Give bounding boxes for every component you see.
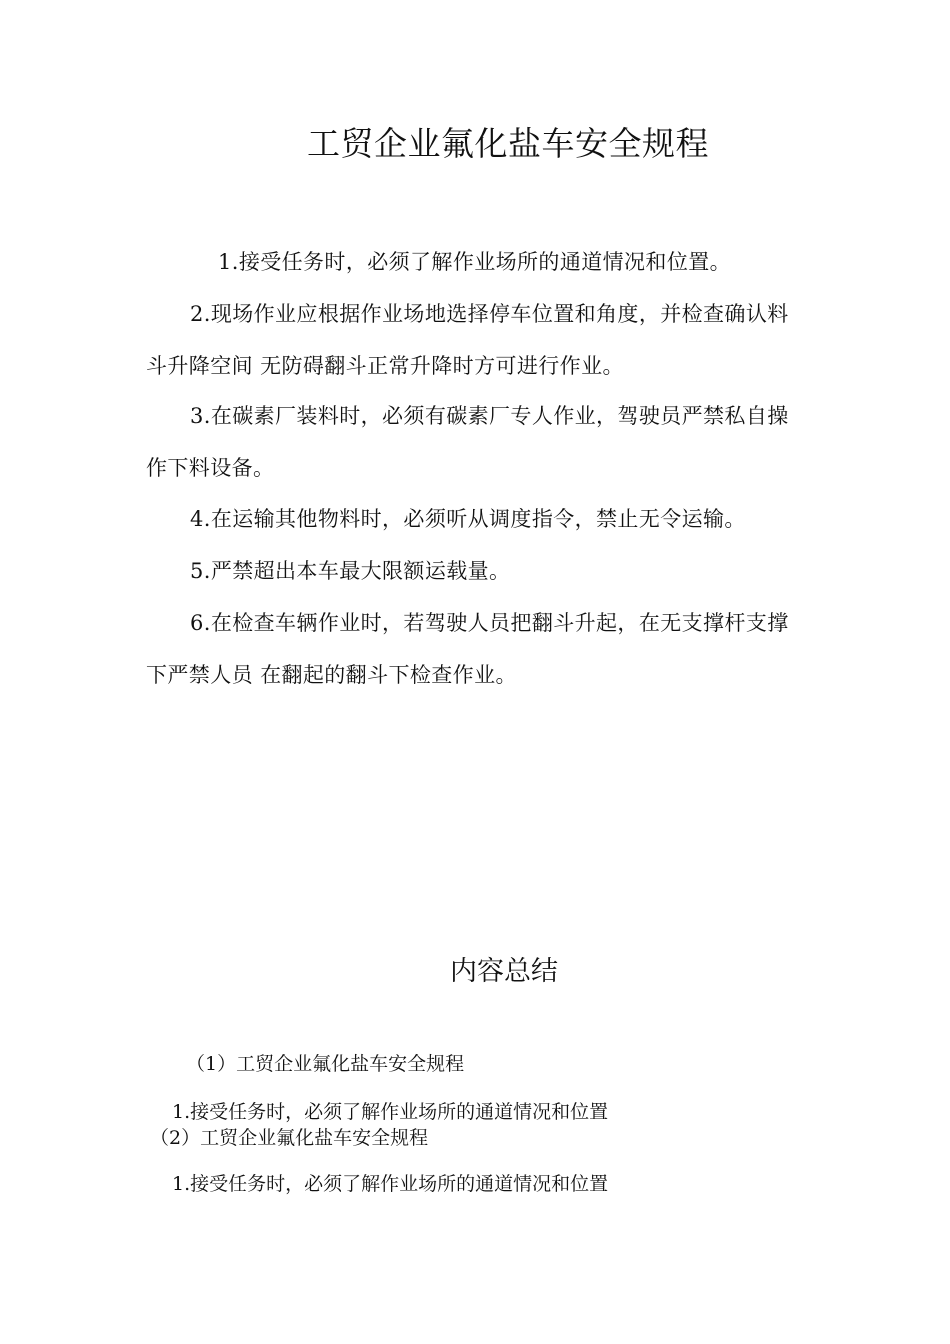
paragraph-1: 1.接受任务时，必须了解作业场所的通道情况和位置。 <box>218 250 732 274</box>
paragraph-2: 2.现场作业应根据作业场地选择停车位置和角度，并检查确认料斗升降空间 无防碍翻斗正常升降时方可进行作业。 <box>146 302 789 378</box>
document-title: 工贸企业氟化盐车安全规程 <box>307 124 709 163</box>
summary-line-4: 1.接受任务时，必须了解作业场所的通道情况和位置 <box>172 1173 609 1195</box>
paragraph-6: 6.在检查车辆作业时，若驾驶人员把翻斗升起，在无支撑杆支撑下严禁人员 在翻起的翻斗下检查作业。 <box>146 611 789 687</box>
paragraph-3: 3.在碳素厂装料时，必须有碳素厂专人作业，驾驶员严禁私自操作下料设备。 <box>146 404 789 480</box>
summary-title: 内容总结 <box>450 956 558 987</box>
paragraph-5: 5.严禁超出本车最大限额运载量。 <box>190 559 511 583</box>
summary-line-1: （1）工贸企业氟化盐车安全规程 <box>186 1053 465 1075</box>
paragraph-4: 4.在运输其他物料时，必须听从调度指令，禁止无令运输。 <box>190 507 746 531</box>
summary-line-3: （2）工贸企业氟化盐车安全规程 <box>150 1127 429 1149</box>
summary-line-2: 1.接受任务时，必须了解作业场所的通道情况和位置 <box>172 1101 609 1123</box>
